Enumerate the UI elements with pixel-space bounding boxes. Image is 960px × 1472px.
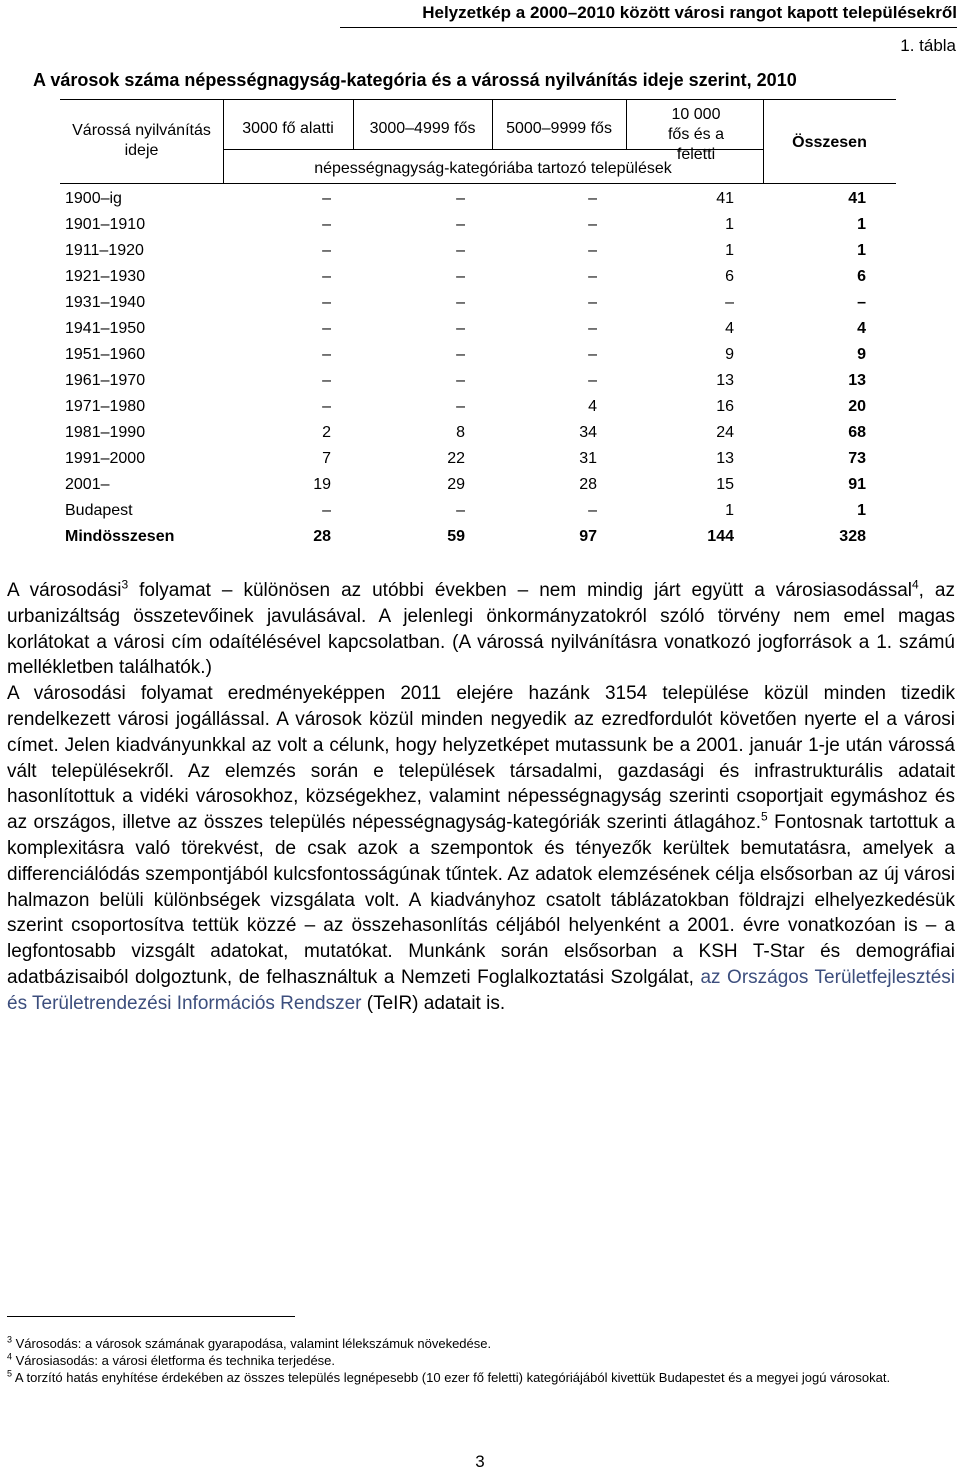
footnote-number: 4 bbox=[7, 1351, 13, 1362]
table-number: 1. tábla bbox=[900, 36, 956, 55]
cell-value: 328 bbox=[839, 528, 866, 545]
footnote-text: A torzító hatás enyhítése érdekében az összes település legnépesebb (10 ezer fő feletti) kategóriájából kivettük Budapestet és a megyei jogú városokat. bbox=[12, 1370, 891, 1385]
cell-value: 6 bbox=[725, 268, 734, 285]
cell-value: 1 bbox=[725, 502, 734, 519]
header-divider bbox=[626, 99, 627, 149]
row-label: 1971–1980 bbox=[65, 398, 146, 415]
footnote-ref: 5 bbox=[761, 809, 768, 824]
row-label: Budapest bbox=[65, 502, 133, 519]
row-label: 1951–1960 bbox=[65, 346, 146, 363]
cell-value: 31 bbox=[579, 450, 597, 467]
row-label: Mindösszesen bbox=[65, 528, 175, 545]
col-header-10000-plus: 10 000 fős és a feletti bbox=[667, 106, 725, 163]
cell-value: – bbox=[322, 320, 331, 337]
cell-value: – bbox=[322, 268, 331, 285]
col-header-total: Összesen bbox=[792, 134, 867, 151]
footnote-number: 5 bbox=[7, 1368, 13, 1379]
row-label: 1941–1950 bbox=[65, 320, 146, 337]
cell-value: 29 bbox=[447, 476, 465, 493]
table-row bbox=[60, 290, 866, 316]
cell-value: 4 bbox=[857, 320, 866, 337]
cell-value: – bbox=[322, 372, 331, 389]
table-top-rule bbox=[60, 99, 896, 100]
table-row bbox=[60, 186, 866, 212]
p1-text-a: A városodási bbox=[7, 580, 122, 601]
cell-value: 28 bbox=[579, 476, 597, 493]
cell-value: – bbox=[322, 216, 331, 233]
cell-value: 13 bbox=[716, 372, 734, 389]
paragraph bbox=[7, 578, 955, 681]
cell-value: 73 bbox=[848, 450, 866, 467]
col-header-5000-9999: 5000–9999 fős bbox=[506, 120, 612, 137]
cell-value: 34 bbox=[579, 424, 597, 441]
cell-value: 8 bbox=[456, 424, 465, 441]
row-label: 1900–ig bbox=[65, 190, 122, 207]
cell-value: 41 bbox=[848, 190, 866, 207]
table-row bbox=[60, 368, 866, 394]
cell-value: – bbox=[588, 216, 597, 233]
cell-value: 2 bbox=[322, 424, 331, 441]
p2-text-c: (TeIR) adatait is. bbox=[361, 992, 506, 1014]
cell-value: – bbox=[588, 372, 597, 389]
cell-value: 28 bbox=[313, 528, 331, 545]
cell-value: – bbox=[456, 242, 465, 259]
cell-value: – bbox=[456, 372, 465, 389]
table-row bbox=[60, 446, 866, 472]
col-header-period: Várossá nyilvánítás ideje bbox=[72, 122, 211, 159]
cell-value: 6 bbox=[857, 268, 866, 285]
cell-value: 1 bbox=[725, 216, 734, 233]
cell-value: – bbox=[588, 268, 597, 285]
col-header-under-3000: 3000 fő alatti bbox=[242, 120, 334, 137]
cell-value: – bbox=[322, 190, 331, 207]
col-header-3000-4999: 3000–4999 fős bbox=[369, 120, 476, 137]
cell-value: – bbox=[725, 294, 734, 311]
cell-value: 1 bbox=[857, 502, 866, 519]
footnote-text: Városiasodás: a városi életforma és technika terjedése. bbox=[12, 1353, 336, 1368]
cell-value: – bbox=[456, 346, 465, 363]
table-body bbox=[60, 186, 866, 550]
group-header: népességnagyság-kategóriába tartozó települések bbox=[314, 160, 672, 177]
table-row bbox=[60, 212, 866, 238]
cell-value: – bbox=[322, 502, 331, 519]
cell-value: 1 bbox=[857, 242, 866, 259]
row-label: 1961–1970 bbox=[65, 372, 146, 389]
cell-value: – bbox=[588, 242, 597, 259]
table-total-row bbox=[60, 524, 866, 550]
p1-text-b: folyamat – különösen az utóbbi években – nem mindig járt együtt a városiasodással bbox=[128, 580, 912, 601]
cell-value: 59 bbox=[447, 528, 465, 545]
row-label: 1921–1930 bbox=[65, 268, 146, 285]
footnote bbox=[7, 1352, 955, 1369]
row-label: 1911–1920 bbox=[65, 242, 144, 259]
footnote-text: Városodás: a városok számának gyarapodása, valamint lélekszámuk növekedése. bbox=[12, 1336, 492, 1351]
cell-value: 1 bbox=[857, 216, 866, 233]
cell-value: 9 bbox=[725, 346, 734, 363]
cell-value: – bbox=[456, 502, 465, 519]
footnote-number: 3 bbox=[7, 1334, 13, 1345]
cell-value: – bbox=[588, 190, 597, 207]
cell-value: 16 bbox=[716, 398, 734, 415]
table-row bbox=[60, 394, 866, 420]
cell-value: – bbox=[456, 268, 465, 285]
footnote bbox=[7, 1369, 955, 1386]
table-row bbox=[60, 264, 866, 290]
footnote-divider bbox=[7, 1316, 295, 1317]
body-text bbox=[7, 578, 955, 1017]
row-label: 1981–1990 bbox=[65, 424, 146, 441]
table-title: A városok száma népességnagyság-kategória és a várossá nyilvánítás ideje szerint, 2010 bbox=[33, 70, 797, 90]
table-row bbox=[60, 420, 866, 446]
cell-value: – bbox=[588, 320, 597, 337]
footnotes bbox=[7, 1335, 955, 1386]
cell-value: – bbox=[588, 502, 597, 519]
cell-value: – bbox=[588, 294, 597, 311]
cell-value: 7 bbox=[322, 450, 331, 467]
cell-value: 4 bbox=[725, 320, 734, 337]
cell-value: 41 bbox=[716, 190, 734, 207]
cell-value: 97 bbox=[579, 528, 597, 545]
row-label: 1901–1910 bbox=[65, 216, 146, 233]
cell-value: – bbox=[456, 216, 465, 233]
footnote-ref: 3 bbox=[121, 577, 129, 592]
cell-value: 22 bbox=[447, 450, 465, 467]
cell-value: – bbox=[456, 320, 465, 337]
table-row bbox=[60, 498, 866, 524]
cell-value: 1 bbox=[725, 242, 734, 259]
cell-value: 91 bbox=[848, 476, 866, 493]
table-row bbox=[60, 316, 866, 342]
cell-value: – bbox=[588, 346, 597, 363]
cell-value: – bbox=[322, 294, 331, 311]
cell-value: 24 bbox=[716, 424, 734, 441]
cell-value: 13 bbox=[848, 372, 866, 389]
cell-value: 15 bbox=[716, 476, 734, 493]
cell-value: – bbox=[857, 294, 866, 311]
footnote-ref: 4 bbox=[911, 577, 919, 592]
table-row bbox=[60, 238, 866, 264]
table-row bbox=[60, 472, 866, 498]
row-label: 1931–1940 bbox=[65, 294, 146, 311]
teir-link[interactable]: az Országos Területfejlesztési és Területrendezési Információs Rendszer bbox=[7, 966, 955, 1014]
cell-value: 4 bbox=[588, 398, 597, 415]
page-number: 3 bbox=[475, 1452, 485, 1471]
footnote bbox=[7, 1335, 955, 1352]
table-row bbox=[60, 342, 866, 368]
p2-text-a: A városodási folyamat eredményeképpen 2011 elejére hazánk 3154 települése közül minden tizedik rendelkezett városi jogállással. A városok közül minden negyedik az ezredfordulót követően nyerte el a városi címet. Jelen kiadványunkkal az volt a célunk, hogy helyzetképet mutassunk be a 2001. január 1-je után várossá vált településekről. Az elemzés során e települések társadalmi, gazdasági és infrastrukturális adatait hasonlítottuk a vidéki városokhoz, községekhez, valamint népességnagyság szerinti csoportjait egymáshoz és az országos, illetve az összes település népességnagyság-kategóriák szerinti átlagához. bbox=[7, 683, 955, 834]
cell-value: – bbox=[322, 398, 331, 415]
paragraph bbox=[7, 681, 955, 1016]
table-header-bottom-rule bbox=[60, 183, 896, 184]
cell-value: – bbox=[456, 398, 465, 415]
row-label: 2001– bbox=[65, 476, 110, 493]
p1-text-c: , az urbanizáltság összetevőinek javulásával. A jelenlegi önkormányzatokról szóló törvény nem emel magas korlátokat a városi cím odaítélésével kapcsolatban. (A várossá nyilvánításra vonatkozó jogforrások a 1. számú mellékletben találhatók.) bbox=[7, 580, 955, 679]
cell-value: 13 bbox=[716, 450, 734, 467]
row-label: 1991–2000 bbox=[65, 450, 146, 467]
cell-value: – bbox=[456, 294, 465, 311]
cell-value: – bbox=[322, 242, 331, 259]
cell-value: 19 bbox=[313, 476, 331, 493]
cell-value: – bbox=[456, 190, 465, 207]
cell-value: 9 bbox=[857, 346, 866, 363]
p2-text-b: Fontosnak tartottuk a komplexitásra való törekvést, de csak azok a szempontok és tényezők kerültek bemutatásra, amelyek a differenciálódás szempontjából kulcsfontosságúnak tűntek. Az adatok elemzésének célja elsősorban az új városi halmazon belüli különbségek vizsgálata volt. A kiadványhoz csatolt táblázatokban földrajzi elhelyezkedésük szerint csoportosítva tettük közzé – az összehasonlítás céljából helyenként a 2001. évre vonatkozóan is – a legfontosabb vizsgált adatokat, mutatókat. Munkánk során elsősorban a KSH T-Star és demográfiai adatbázisaiból dolgoztunk, de felhasználtuk a Nemzeti Foglalkoztatási Szolgálat, bbox=[7, 812, 956, 988]
cell-value: 20 bbox=[848, 398, 866, 415]
cell-value: 144 bbox=[707, 528, 734, 545]
running-title: Helyzetkép a 2000–2010 között városi rangot kapott településekről bbox=[422, 3, 957, 22]
cell-value: – bbox=[322, 346, 331, 363]
cell-value: 68 bbox=[848, 424, 866, 441]
running-header bbox=[340, 0, 957, 28]
